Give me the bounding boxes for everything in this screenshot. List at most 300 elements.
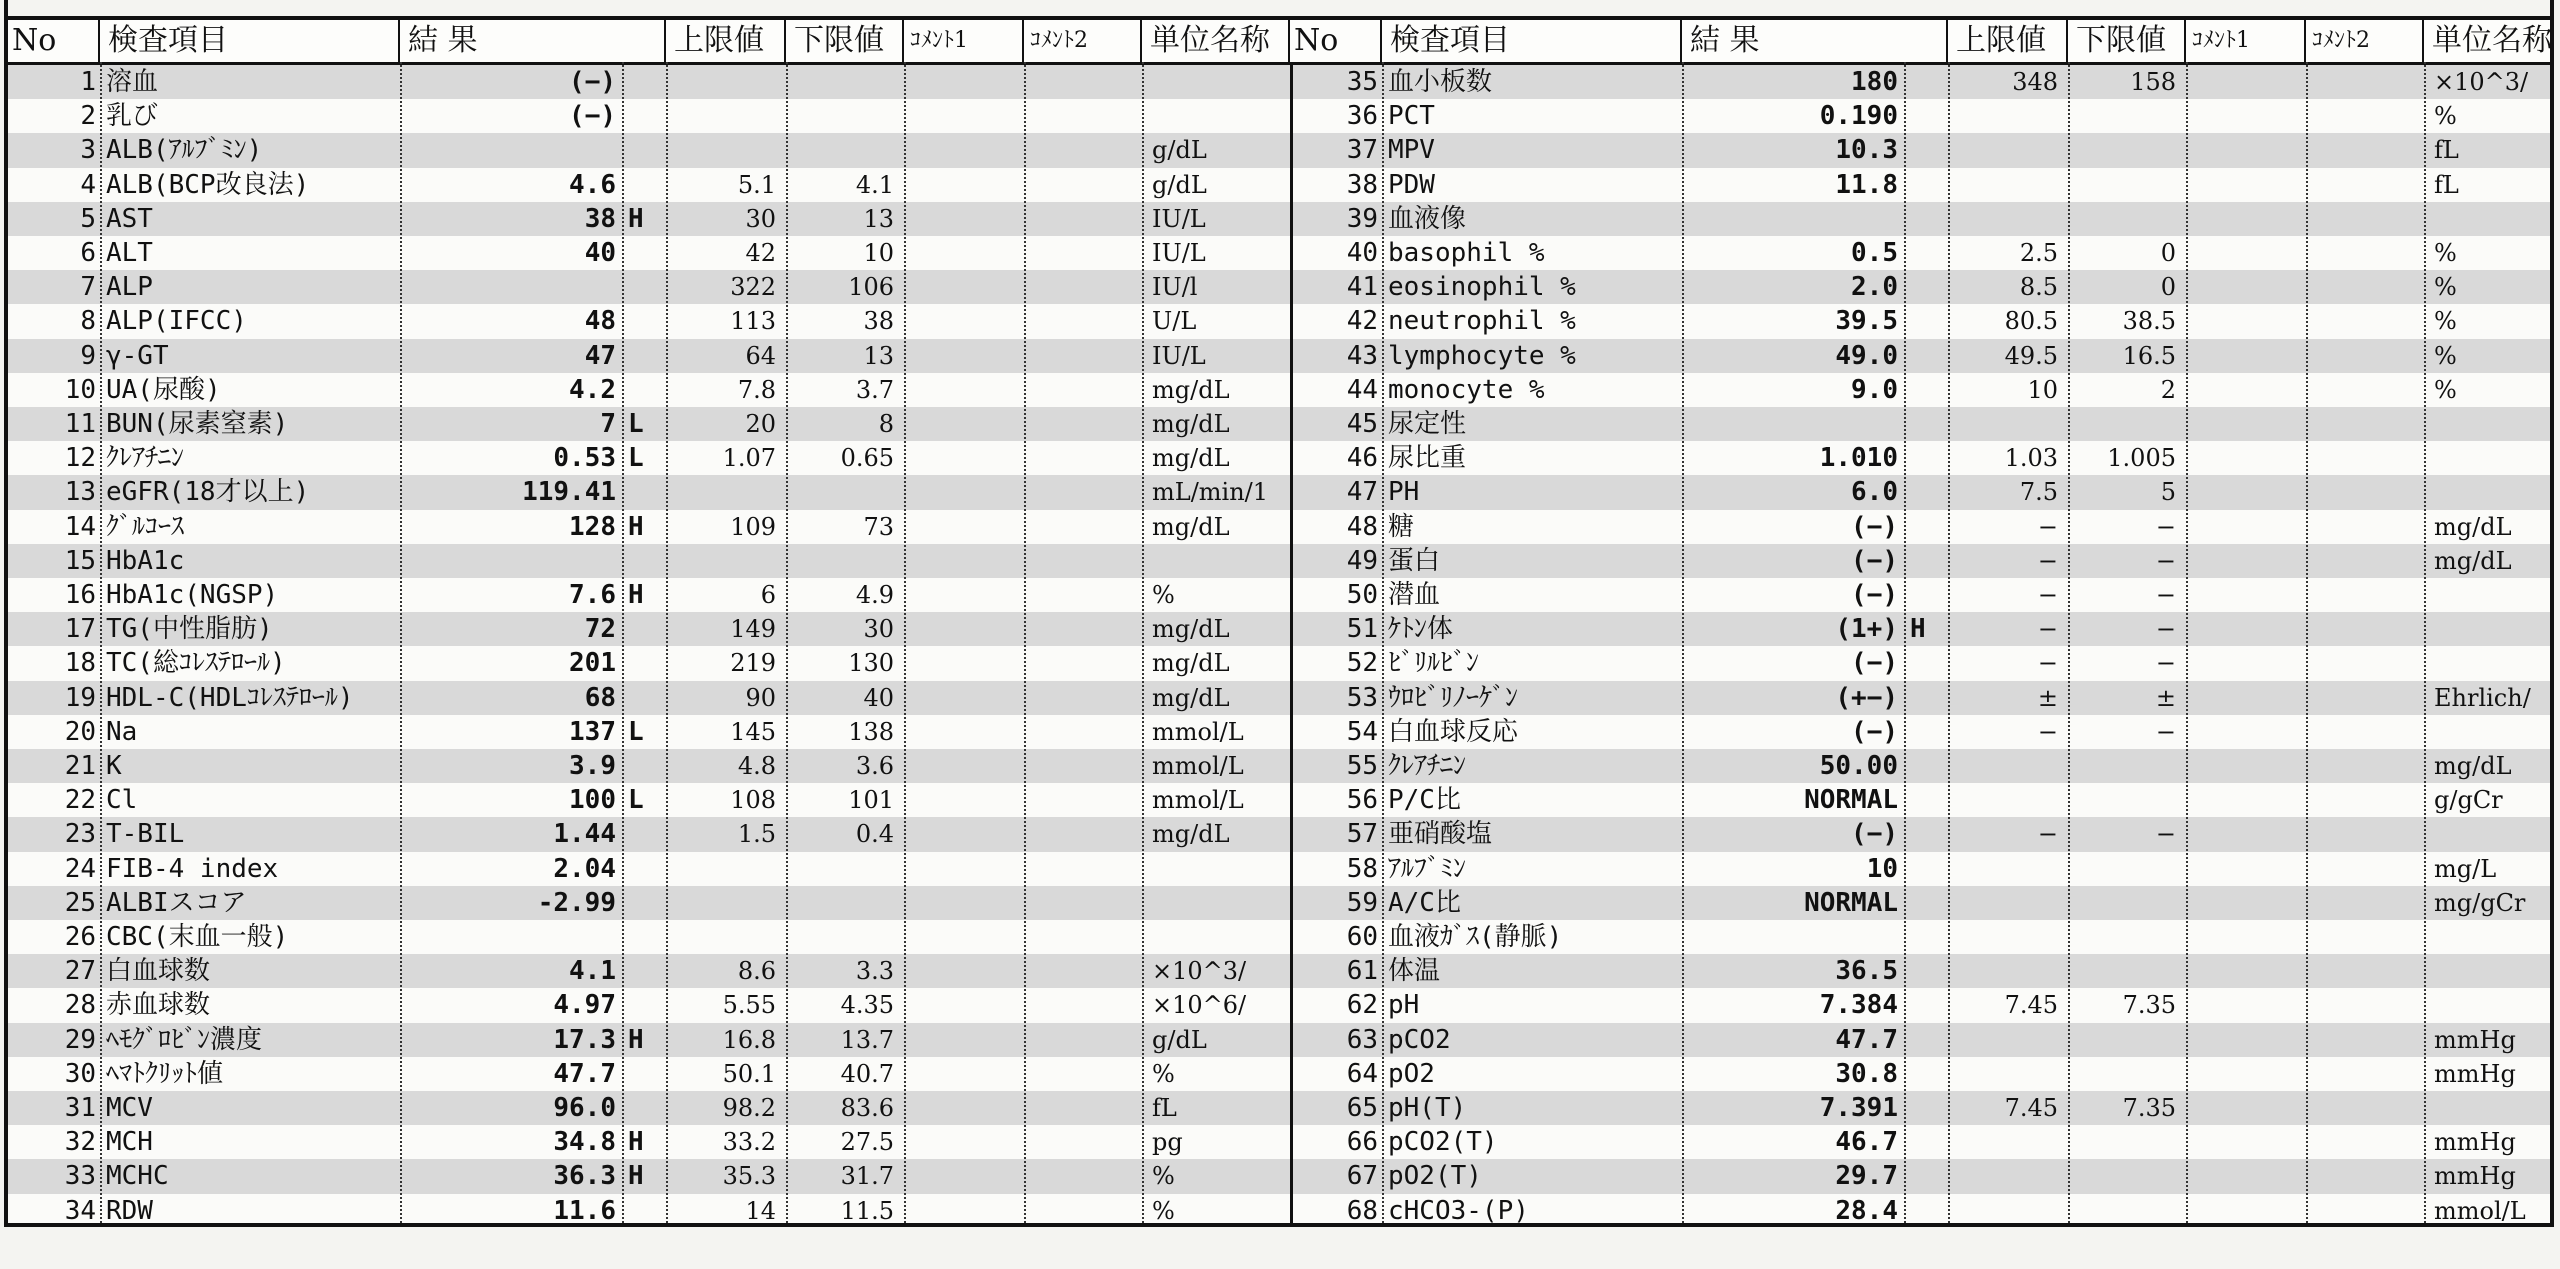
right-header-lower: 下限値 (2068, 20, 2186, 62)
left-cell-name: ALBIスコア (106, 887, 247, 918)
left-cell-unit (1142, 886, 1290, 920)
right-cell-lower: 0 (2160, 239, 2176, 267)
left-cell-name: ALB(BCP改良法) (106, 169, 310, 200)
right-cell-flag (1904, 270, 1948, 304)
left-cell-lower: 13 (863, 341, 894, 370)
left-cell-unit: % (1152, 1196, 1175, 1225)
left-cell-unit: mg/dL (1152, 649, 1230, 678)
left-cell-result: 68 (584, 682, 616, 713)
right-cell-upper: − (2037, 546, 2058, 575)
right-cell-upper (1948, 852, 2068, 886)
right-cell-unit: % (2434, 375, 2457, 404)
right-cell-upper (1948, 954, 2068, 988)
left-cell-name: TC(総ｺﾚｽﾃﾛｰﾙ) (106, 648, 286, 679)
left-cell-upper: 7.8 (737, 375, 776, 404)
left-cell-no: 13 (64, 477, 96, 508)
left-header-result: 結 果 (400, 20, 666, 62)
right-cell-result: NORMAL (1804, 887, 1898, 918)
right-cell-unit (2424, 578, 2560, 612)
left-cell-name: HDL-C(HDLｺﾚｽﾃﾛｰﾙ) (106, 682, 354, 713)
left-cell-result: 7.6 (569, 580, 616, 610)
left-cell-lower: 31.7 (840, 1162, 894, 1191)
left-cell-lower: 11.5 (840, 1196, 894, 1225)
right-cell-unit (2424, 646, 2560, 680)
right-cell-flag (1904, 339, 1948, 373)
right-cell-name: pO2 (1388, 1058, 1435, 1089)
left-cell-flag (622, 99, 666, 133)
right-cell-no: 38 (1346, 169, 1378, 200)
left-header-comment1: ｺﾒﾝﾄ1 (904, 20, 1024, 62)
left-cell-unit: mg/dL (1152, 375, 1230, 404)
right-cell-flag (1904, 168, 1948, 202)
left-cell-result: 17.3 (553, 1024, 616, 1055)
left-cell-upper (666, 886, 786, 920)
left-cell-unit: pg (1152, 1128, 1183, 1157)
right-cell-result: 10.3 (1835, 135, 1898, 166)
right-cell-flag (1904, 988, 1948, 1022)
right-cell-unit: mmHg (2434, 1128, 2516, 1157)
left-cell-result: 2.04 (553, 853, 616, 884)
left-cell-name: Na (106, 716, 138, 747)
left-cell-result: 72 (584, 614, 616, 645)
right-cell-unit: mg/gCr (2434, 888, 2526, 917)
left-cell-upper: 42 (745, 239, 776, 267)
right-cell-result: 9.0 (1851, 374, 1898, 405)
column-divider (2306, 62, 2308, 1223)
left-cell-lower (786, 65, 904, 99)
left-cell-upper: 20 (745, 410, 776, 438)
left-cell-name: ｸﾞﾙｺｰｽ (106, 511, 185, 542)
right-cell-upper (1948, 1057, 2068, 1091)
right-cell-unit (2424, 920, 2560, 954)
left-cell-upper (666, 544, 786, 578)
right-cell-flag (1904, 1194, 1948, 1228)
right-cell-flag (1904, 852, 1948, 886)
right-cell-result: (−) (1851, 648, 1898, 679)
right-cell-flag (1904, 133, 1948, 167)
table-row (8, 783, 2550, 817)
right-cell-name: pH (1388, 990, 1420, 1021)
left-cell-lower (786, 544, 904, 578)
left-cell-no: 5 (80, 203, 96, 234)
left-cell-no: 14 (64, 511, 96, 542)
left-cell-upper: 90 (745, 683, 776, 712)
right-cell-flag (1904, 65, 1948, 99)
right-cell-upper: ± (2037, 683, 2058, 712)
table-row (8, 715, 2550, 749)
left-cell-result: 48 (584, 306, 616, 337)
right-cell-result: (+−) (1835, 682, 1898, 713)
right-cell-result: 49.0 (1835, 340, 1898, 371)
right-cell-upper: − (2037, 581, 2058, 609)
left-cell-upper: 145 (730, 717, 776, 746)
right-cell-no: 46 (1346, 443, 1378, 474)
left-cell-flag (622, 886, 666, 920)
right-cell-no: 54 (1346, 716, 1378, 747)
table-row (8, 475, 2550, 509)
right-cell-no: 36 (1346, 101, 1378, 132)
left-cell-lower: 3.3 (855, 957, 894, 986)
right-cell-result (1682, 202, 1904, 236)
left-cell-result (400, 920, 622, 954)
right-cell-name: 糖 (1388, 511, 1415, 542)
right-cell-no: 62 (1346, 990, 1378, 1021)
right-cell-lower (2068, 407, 2186, 441)
right-cell-upper (1948, 1125, 2068, 1159)
left-cell-no: 12 (64, 443, 96, 474)
right-cell-lower: 1.005 (2107, 444, 2176, 473)
left-cell-unit: U/L (1152, 307, 1197, 336)
left-cell-flag (622, 133, 666, 167)
left-cell-result: 0.53 (553, 443, 616, 474)
left-cell-name: γ-GT (106, 340, 169, 371)
left-cell-no: 23 (64, 819, 96, 850)
left-cell-no: 30 (64, 1058, 96, 1089)
right-cell-lower (2068, 168, 2186, 202)
left-cell-no: 15 (64, 545, 96, 576)
table-row (8, 852, 2550, 886)
right-cell-upper: 2.5 (2019, 239, 2058, 267)
left-cell-flag (622, 65, 666, 99)
table-row (8, 65, 2550, 99)
right-cell-flag (1904, 441, 1948, 475)
left-cell-no: 10 (64, 374, 96, 405)
right-cell-unit (2424, 407, 2560, 441)
left-cell-name: MCV (106, 1093, 153, 1123)
right-cell-result: (−) (1851, 545, 1898, 576)
right-cell-lower: 5 (2160, 478, 2176, 507)
right-cell-result: 30.8 (1835, 1058, 1898, 1089)
right-cell-upper (1948, 1023, 2068, 1057)
right-cell-name: neutrophil % (1388, 306, 1576, 337)
left-cell-unit: mmol/L (1152, 786, 1244, 815)
left-cell-flag (622, 475, 666, 509)
right-header-no: No (1290, 20, 1382, 62)
left-cell-upper (666, 852, 786, 886)
lab-results-table (4, 16, 2554, 1227)
left-cell-flag: H (628, 511, 644, 542)
left-cell-lower: 10 (863, 239, 894, 267)
left-cell-upper: 14 (745, 1196, 776, 1225)
left-cell-name: ALT (106, 238, 153, 268)
left-cell-lower: 106 (848, 273, 894, 302)
right-cell-name: eosinophil % (1388, 272, 1576, 303)
table-row (8, 646, 2550, 680)
right-cell-unit: mmHg (2434, 1162, 2516, 1191)
right-cell-flag (1904, 578, 1948, 612)
right-cell-upper: 348 (2012, 68, 2058, 96)
left-cell-lower: 4.9 (855, 581, 894, 609)
left-cell-result: 11.6 (553, 1195, 616, 1226)
left-cell-upper: 219 (730, 649, 776, 678)
right-cell-flag (1904, 304, 1948, 338)
right-cell-flag (1904, 920, 1948, 954)
right-cell-lower: 16.5 (2122, 341, 2176, 370)
right-cell-lower: 38.5 (2122, 307, 2176, 336)
right-cell-flag (1904, 1091, 1948, 1125)
right-cell-unit: Ehrlich/ (2434, 683, 2531, 712)
left-cell-unit (1142, 852, 1290, 886)
left-cell-unit: % (1152, 1059, 1175, 1088)
right-cell-result: 2.0 (1851, 272, 1898, 303)
left-cell-lower (786, 475, 904, 509)
left-cell-flag (622, 817, 666, 851)
left-cell-result: 4.2 (569, 374, 616, 405)
right-cell-name: pCO2(T) (1388, 1127, 1498, 1158)
table-row (8, 1091, 2550, 1125)
left-cell-upper (666, 133, 786, 167)
right-cell-flag (1904, 236, 1948, 270)
right-cell-unit (2424, 817, 2560, 851)
right-cell-lower: − (2155, 546, 2176, 575)
left-cell-name: 赤血球数 (106, 990, 211, 1021)
right-cell-lower: − (2155, 820, 2176, 849)
right-cell-no: 50 (1346, 580, 1378, 610)
right-cell-lower (2068, 99, 2186, 133)
right-cell-name: ﾋﾞﾘﾙﾋﾞﾝ (1388, 648, 1480, 679)
left-cell-upper (666, 920, 786, 954)
right-cell-flag (1904, 1023, 1948, 1057)
right-cell-no: 45 (1346, 409, 1378, 439)
left-cell-flag: L (628, 443, 644, 474)
table-row (8, 988, 2550, 1022)
left-cell-no: 33 (64, 1161, 96, 1192)
left-cell-name: ALP(IFCC) (106, 306, 247, 337)
right-cell-name: monocyte % (1388, 374, 1545, 405)
left-cell-unit: IU/l (1152, 273, 1198, 302)
right-cell-flag: H (1910, 614, 1926, 645)
left-cell-no: 19 (64, 682, 96, 713)
table-row (8, 99, 2550, 133)
left-cell-unit: g/dL (1152, 170, 1207, 199)
right-cell-unit (2424, 441, 2560, 475)
right-cell-unit: % (2434, 341, 2457, 370)
right-cell-result: 10 (1866, 853, 1898, 884)
right-cell-no: 68 (1346, 1195, 1378, 1226)
table-row (8, 1125, 2550, 1159)
table-row (8, 168, 2550, 202)
left-cell-no: 26 (64, 922, 96, 952)
right-cell-lower (2068, 920, 2186, 954)
right-cell-result (1682, 920, 1904, 954)
right-cell-name: lymphocyte % (1388, 340, 1576, 371)
left-header-unit: 単位名称 (1142, 20, 1290, 62)
left-cell-upper: 98.2 (722, 1094, 776, 1122)
right-cell-unit: % (2434, 307, 2457, 336)
right-cell-lower: − (2155, 512, 2176, 541)
right-cell-flag (1904, 99, 1948, 133)
left-cell-result: (−) (569, 101, 616, 132)
column-divider (1904, 62, 1906, 1223)
right-cell-no: 47 (1346, 477, 1378, 508)
right-cell-flag (1904, 202, 1948, 236)
right-cell-unit: mg/dL (2434, 752, 2512, 780)
right-cell-upper: − (2037, 649, 2058, 678)
left-cell-result: 1.44 (553, 819, 616, 850)
table-row (8, 920, 2550, 954)
table-row (8, 373, 2550, 407)
right-cell-no: 49 (1346, 545, 1378, 576)
table-row (8, 339, 2550, 373)
right-cell-result: (−) (1851, 819, 1898, 850)
left-cell-flag (622, 168, 666, 202)
left-cell-no: 7 (80, 272, 96, 303)
left-cell-flag (622, 852, 666, 886)
right-cell-name: P/C比 (1388, 785, 1461, 816)
left-cell-flag: H (628, 580, 644, 610)
right-cell-no: 63 (1346, 1024, 1378, 1055)
right-cell-unit (2424, 954, 2560, 988)
left-cell-lower: 3.6 (855, 752, 894, 780)
right-header-comment1: ｺﾒﾝﾄ1 (2186, 20, 2306, 62)
left-cell-lower: 101 (848, 786, 894, 815)
left-cell-result: -2.99 (537, 887, 616, 918)
right-cell-unit: fL (2434, 136, 2459, 165)
left-cell-upper: 5.1 (737, 170, 776, 199)
table-row (8, 441, 2550, 475)
right-cell-upper (1948, 749, 2068, 783)
right-cell-result: NORMAL (1804, 785, 1898, 816)
right-cell-no: 58 (1346, 853, 1378, 884)
left-cell-flag (622, 954, 666, 988)
left-cell-result: 3.9 (569, 751, 616, 781)
left-cell-result: 96.0 (553, 1093, 616, 1123)
table-row (8, 270, 2550, 304)
table-row (8, 1159, 2550, 1193)
right-cell-result: 50.00 (1819, 751, 1898, 781)
right-cell-no: 40 (1346, 238, 1378, 268)
left-cell-result: 47.7 (553, 1058, 616, 1089)
right-cell-upper (1948, 168, 2068, 202)
left-cell-name: HbA1c (106, 545, 185, 576)
left-cell-flag (622, 304, 666, 338)
left-cell-unit: g/dL (1152, 136, 1207, 165)
right-cell-no: 55 (1346, 751, 1378, 781)
right-cell-flag (1904, 817, 1948, 851)
right-cell-result: 11.8 (1835, 169, 1898, 200)
right-cell-result: 1.010 (1819, 443, 1898, 474)
left-cell-name: 白血球数 (106, 956, 211, 987)
right-cell-lower (2068, 954, 2186, 988)
left-cell-upper: 108 (730, 786, 776, 815)
right-cell-unit: mmol/L (2434, 1196, 2526, 1225)
right-cell-lower (2068, 1057, 2186, 1091)
table-row (8, 133, 2550, 167)
right-cell-no: 41 (1346, 272, 1378, 303)
right-cell-no: 37 (1346, 135, 1378, 166)
left-cell-lower (786, 920, 904, 954)
left-cell-upper: 33.2 (722, 1128, 776, 1157)
right-cell-flag (1904, 783, 1948, 817)
left-cell-flag (622, 612, 666, 646)
right-cell-lower (2068, 1125, 2186, 1159)
right-cell-no: 64 (1346, 1058, 1378, 1089)
right-cell-no: 60 (1346, 922, 1378, 952)
left-cell-flag (622, 749, 666, 783)
right-cell-flag (1904, 1159, 1948, 1193)
left-cell-upper (666, 99, 786, 133)
left-cell-result: 7 (600, 409, 616, 439)
column-divider (2186, 62, 2188, 1223)
right-cell-result: 46.7 (1835, 1127, 1898, 1158)
right-cell-name: pH(T) (1388, 1093, 1467, 1123)
left-cell-unit: g/dL (1152, 1025, 1207, 1054)
right-cell-unit: % (2434, 102, 2457, 131)
right-cell-lower: − (2155, 615, 2176, 644)
right-cell-result: 36.5 (1835, 956, 1898, 987)
left-cell-unit: % (1152, 581, 1175, 609)
right-cell-upper: 1.03 (2004, 444, 2058, 473)
left-cell-result: 34.8 (553, 1127, 616, 1158)
left-cell-flag (622, 270, 666, 304)
right-header-comment2: ｺﾒﾝﾄ2 (2306, 20, 2424, 62)
right-cell-unit: mg/L (2434, 854, 2497, 883)
right-cell-name: ｱﾙﾌﾞﾐﾝ (1388, 853, 1467, 884)
right-cell-name: 蛋白 (1388, 545, 1441, 576)
column-divider (1682, 62, 1684, 1223)
left-cell-upper: 4.8 (737, 752, 776, 780)
left-cell-no: 27 (64, 956, 96, 987)
right-cell-no: 35 (1346, 67, 1378, 97)
left-cell-upper: 1.07 (722, 444, 776, 473)
right-cell-lower (2068, 1159, 2186, 1193)
left-cell-no: 16 (64, 580, 96, 610)
right-header-upper: 上限値 (1948, 20, 2068, 62)
left-cell-lower: 73 (863, 512, 894, 541)
table-row (8, 578, 2550, 612)
right-cell-upper: 80.5 (2004, 307, 2058, 336)
right-cell-result: (1+) (1835, 614, 1898, 645)
left-cell-result (400, 544, 622, 578)
left-cell-flag (622, 339, 666, 373)
right-cell-upper (1948, 133, 2068, 167)
right-cell-no: 42 (1346, 306, 1378, 337)
right-cell-name: cHCO3-(P) (1388, 1195, 1529, 1226)
right-cell-upper: − (2037, 512, 2058, 541)
right-cell-lower: 158 (2130, 68, 2176, 96)
right-cell-result: 39.5 (1835, 306, 1898, 337)
right-cell-flag (1904, 1125, 1948, 1159)
right-cell-lower (2068, 852, 2186, 886)
left-cell-unit: mL/min/1 (1152, 478, 1269, 507)
table-row (8, 681, 2550, 715)
right-cell-upper (1948, 920, 2068, 954)
table-row (8, 1194, 2550, 1228)
left-cell-name: AST (106, 203, 153, 234)
table-row (8, 202, 2550, 236)
column-divider (2068, 62, 2070, 1223)
right-cell-result: 29.7 (1835, 1161, 1898, 1192)
right-cell-no: 67 (1346, 1161, 1378, 1192)
right-cell-upper: 7.45 (2004, 991, 2058, 1020)
left-header-upper: 上限値 (666, 20, 786, 62)
right-cell-lower: − (2155, 649, 2176, 678)
left-cell-name: Cl (106, 785, 138, 816)
right-cell-name: 潜血 (1388, 580, 1441, 610)
right-cell-lower: 0 (2160, 273, 2176, 302)
column-divider (666, 62, 668, 1223)
left-cell-no: 25 (64, 887, 96, 918)
right-cell-lower (2068, 133, 2186, 167)
right-cell-unit (2424, 1091, 2560, 1125)
left-cell-result: 137 (569, 716, 616, 747)
left-header-item: 検査項目 (100, 20, 400, 62)
right-cell-unit: mg/dL (2434, 512, 2512, 541)
left-cell-upper: 149 (730, 615, 776, 644)
right-cell-lower (2068, 1023, 2186, 1057)
left-cell-unit: mmol/L (1152, 717, 1244, 746)
left-cell-name: 乳び (106, 101, 159, 132)
